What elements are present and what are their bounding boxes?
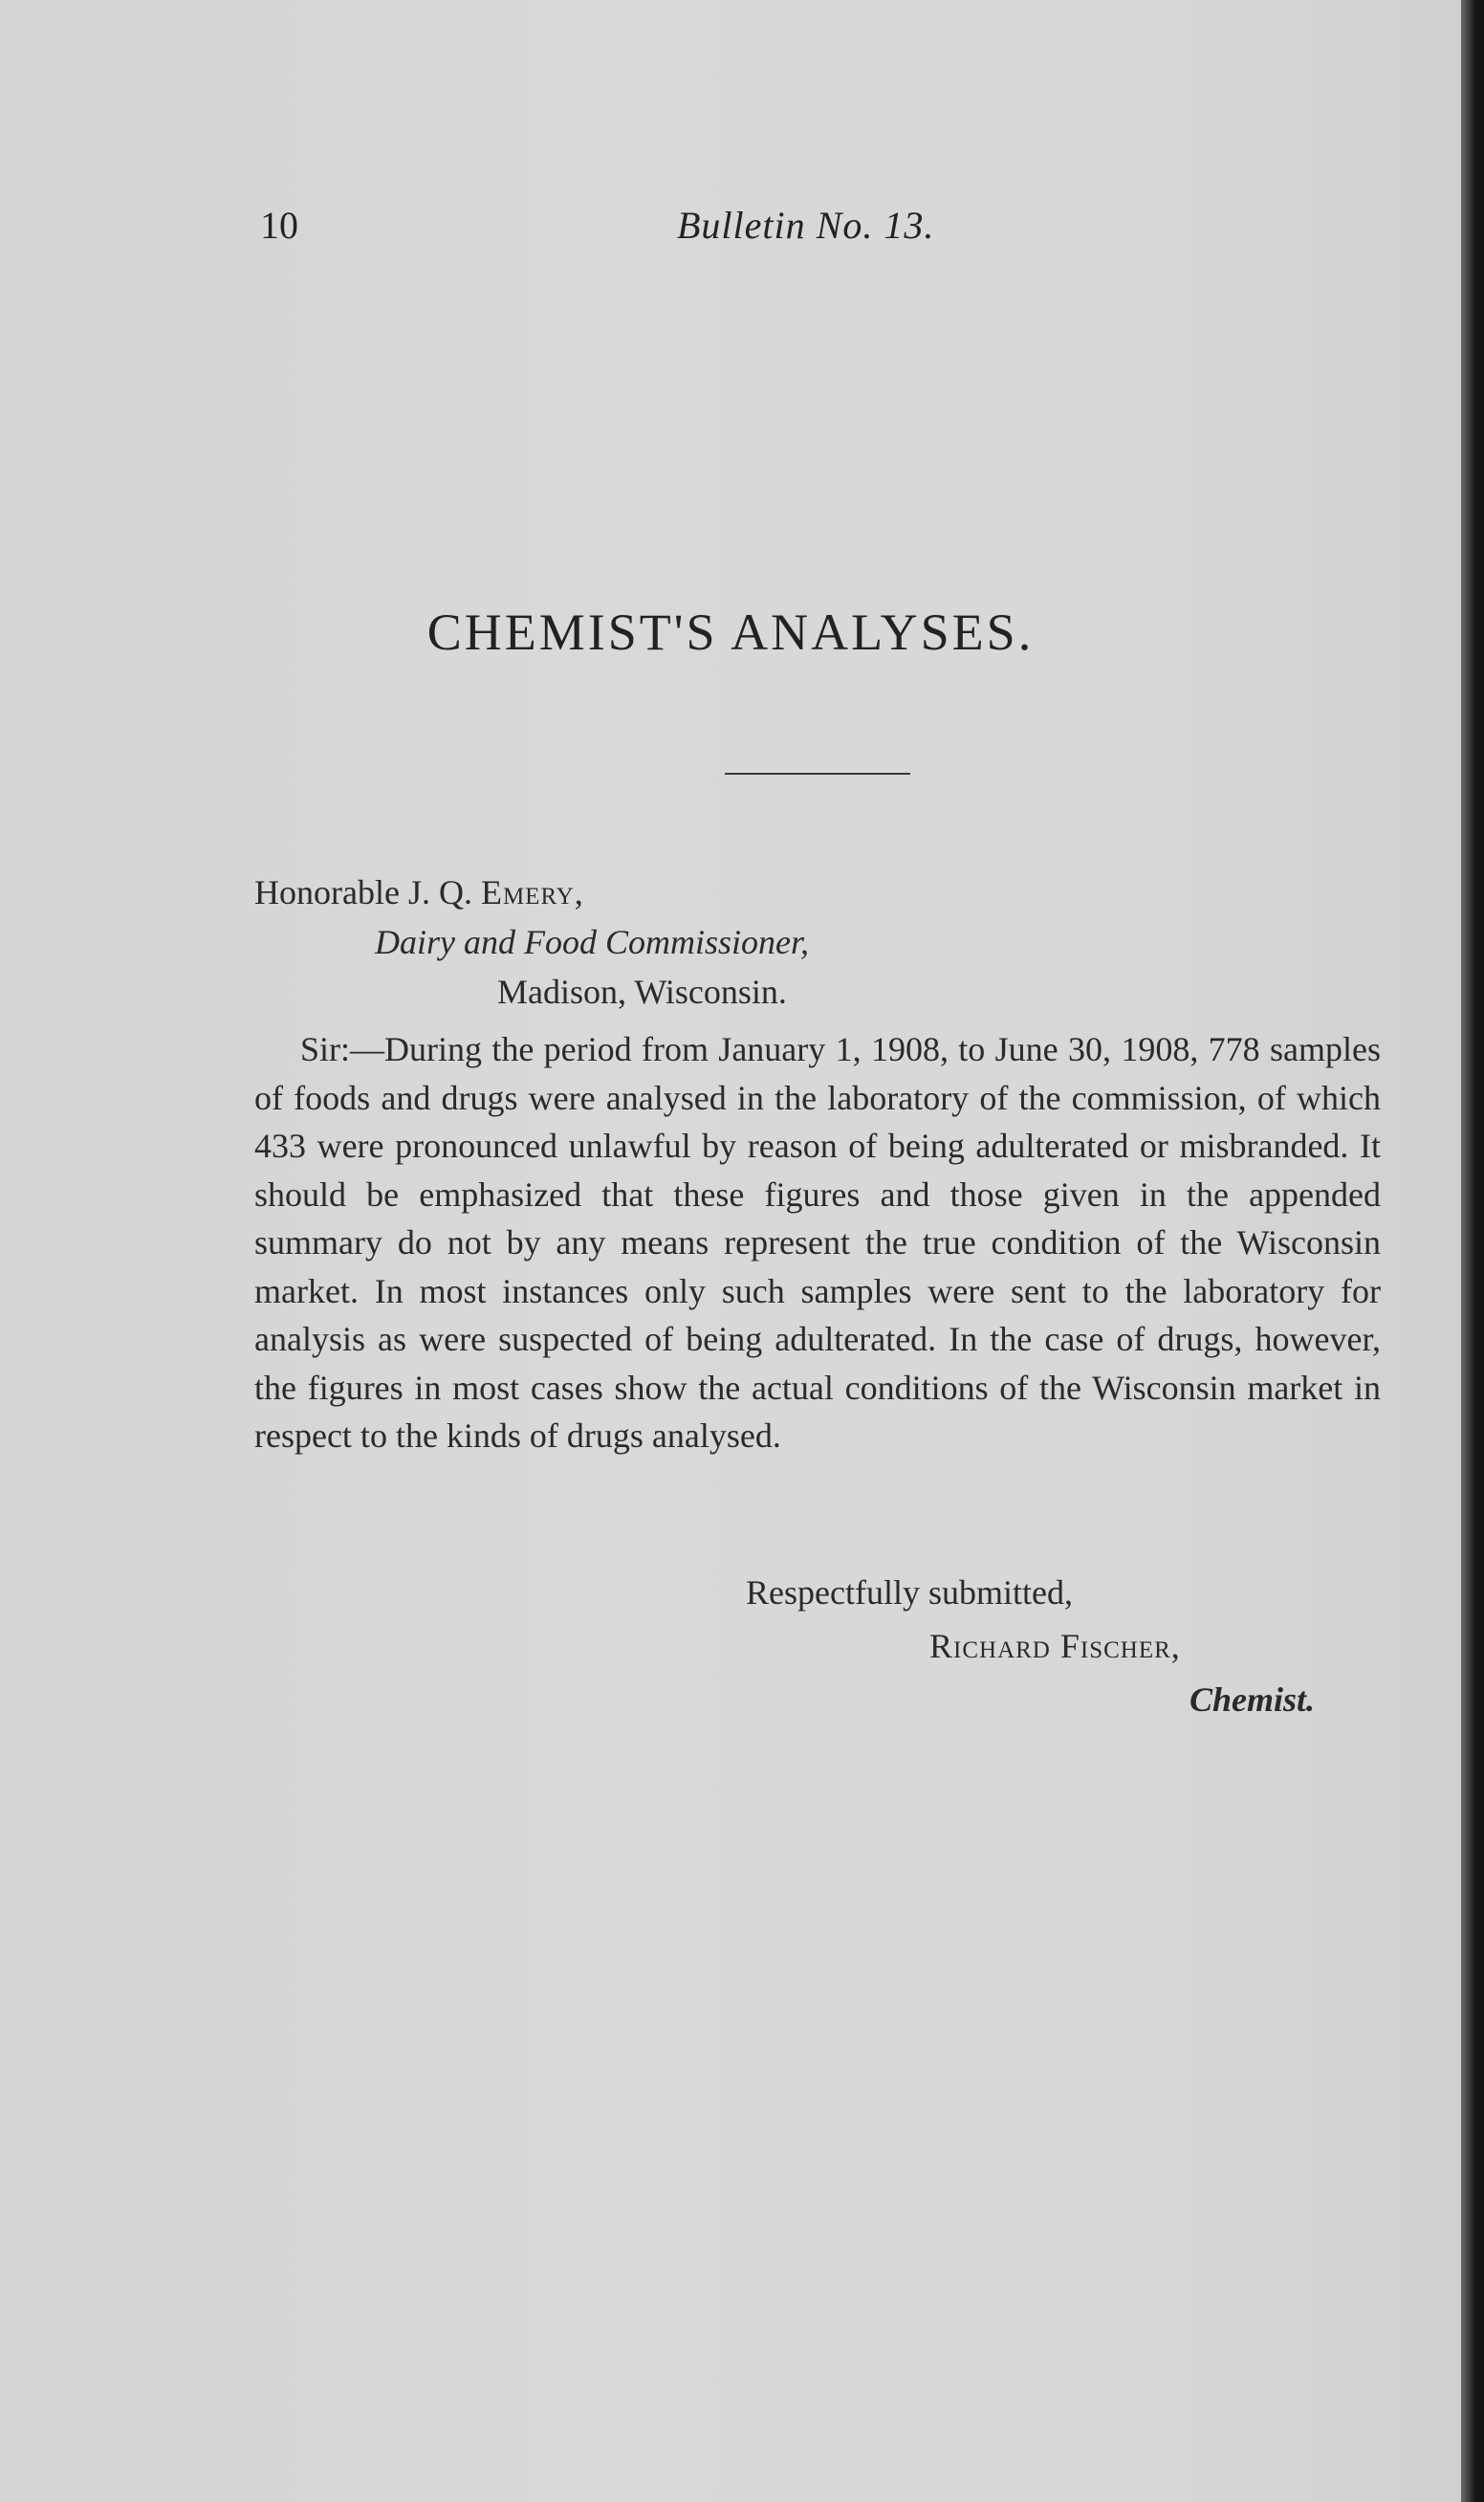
addressee-name: Emery, (480, 873, 584, 911)
letter-body: Sir:—During the period from January 1, 1908, to June 30, 1908, 778 samples of foods and drugs were analysed in the laboratory of the commission, of which 433 were pronounced unlawful by reason of being adulterated or misbranded. It should be emphasized that these figures and those given in the appended summary do not by any means represent the true condition of the Wisconsin market. In most instances only such samples were sent to the laboratory for analysis as were suspected of being adulterated. In the case of drugs, however, the figures in most cases show the actual conditions of the Wisconsin market in respect to the kinds of drugs analysed. (254, 1030, 1381, 1455)
page-edge-shadow (1461, 0, 1484, 2502)
page-number: 10 (260, 204, 298, 247)
signer-role: Chemist. (1189, 1680, 1316, 1719)
title-divider (725, 773, 910, 775)
bulletin-title: Bulletin No. 13. (677, 204, 935, 247)
running-header (0, 203, 1461, 260)
letter-closing: Respectfully submitted, (746, 1573, 1073, 1612)
addressee-line (254, 872, 584, 912)
addressee-prefix: Honorable J. Q. (254, 873, 481, 911)
addressee-location: Madison, Wisconsin. (497, 973, 787, 1011)
signer-name: Richard Fischer, (929, 1627, 1181, 1665)
addressee-title: Dairy and Food Commissioner, (375, 923, 810, 961)
section-title: CHEMIST'S ANALYSES. (426, 604, 1035, 661)
